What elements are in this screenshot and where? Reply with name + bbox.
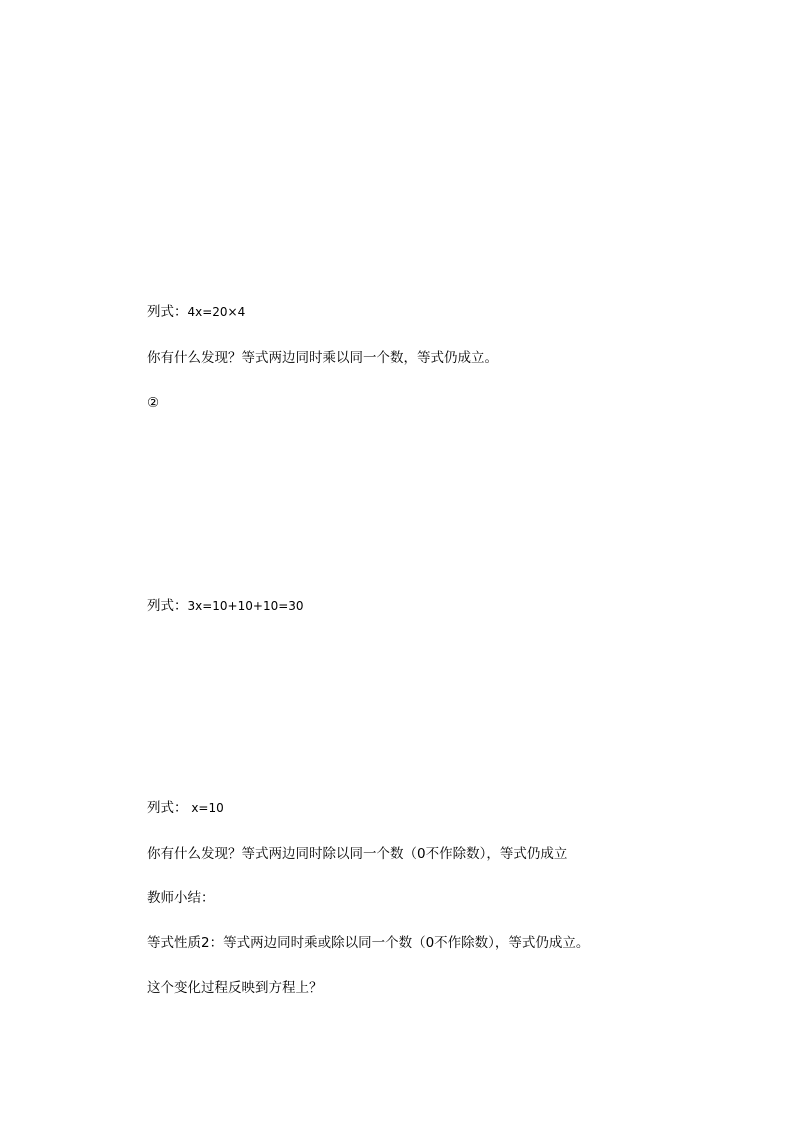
teacher-summary-heading: 教师小结： bbox=[147, 890, 215, 906]
item-marker-2: ② bbox=[147, 395, 160, 411]
equation-line-1 bbox=[147, 303, 245, 321]
equation-line-2 bbox=[147, 597, 304, 615]
equation-label: 列式： bbox=[147, 800, 188, 816]
equation-expression: 3x=10+10+10=30 bbox=[187, 599, 304, 613]
equation-line-3 bbox=[147, 799, 224, 817]
equation-expression: x=10 bbox=[187, 801, 224, 815]
equation-label: 列式： bbox=[147, 598, 188, 614]
equation-expression: 4x=20×4 bbox=[187, 305, 246, 319]
discovery-text-2: 你有什么发现？等式两边同时除以同一个数（0不作除数），等式仍成立 bbox=[147, 846, 568, 862]
closing-question: 这个变化过程反映到方程上？ bbox=[147, 980, 323, 996]
equality-property-2: 等式性质2：等式两边同时乘或除以同一个数（0不作除数），等式仍成立。 bbox=[147, 935, 590, 951]
discovery-text-1: 你有什么发现？等式两边同时乘以同一个数，等式仍成立。 bbox=[147, 350, 498, 366]
equation-label: 列式： bbox=[147, 304, 188, 320]
